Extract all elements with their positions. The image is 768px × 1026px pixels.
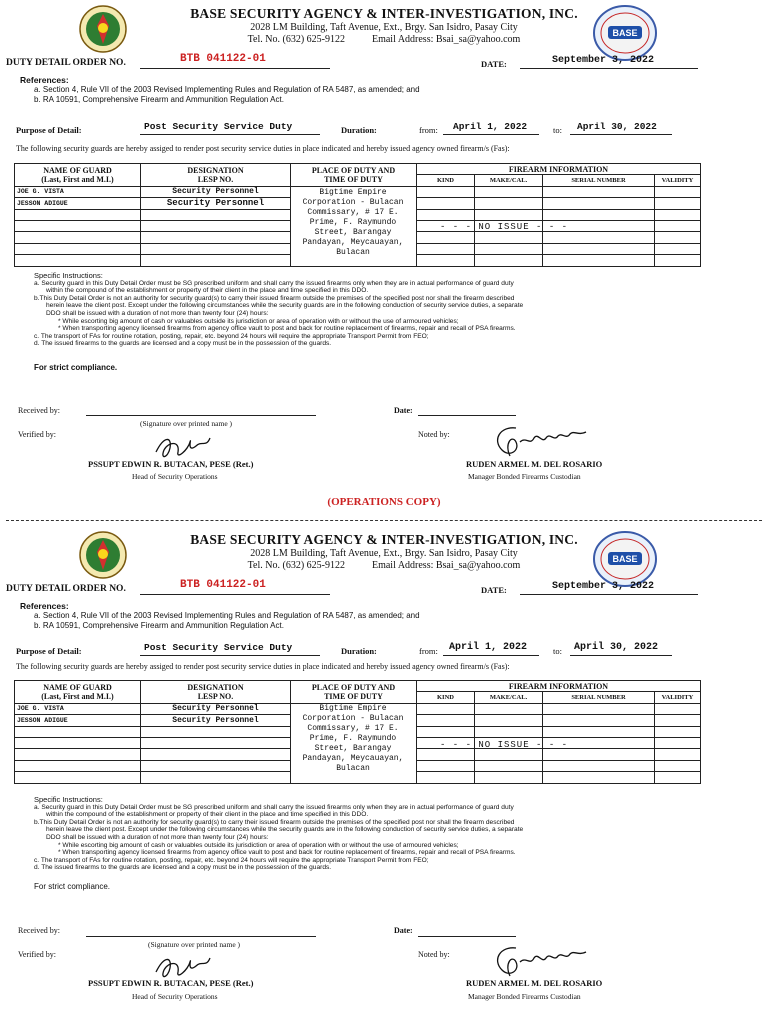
company-contact: [0, 560, 768, 571]
purpose-value: Post Security Service Duty: [144, 121, 293, 132]
to-label: to:: [553, 646, 562, 656]
place-of-duty-text: Bigtime Empire Corporation - Bulacan Commissary, # 17 E. Prime, F. Raymundo Street, Barangay Pandayan, Meycauayan, Bulacan: [302, 188, 404, 257]
col-designation: DESIGNATION LESP NO.: [141, 681, 291, 704]
col-validity: VALIDITY: [655, 692, 701, 703]
guard-name-1: JOE G. VISTA: [15, 186, 141, 197]
from-field: [443, 121, 539, 135]
order-date: September 3, 2022: [552, 55, 655, 66]
designation-2: Security Personnel: [141, 715, 291, 726]
purpose-value: Post Security Service Duty: [144, 642, 293, 653]
company-tel: Tel. No. (632) 625-9122: [247, 34, 345, 45]
cut-line-divider: [6, 520, 762, 521]
company-name: BASE SECURITY AGENCY & INTER-INVESTIGATION, INC.: [190, 532, 578, 547]
purpose-label: Purpose of Detail:: [16, 646, 82, 656]
assignment-intro: The following security guards are hereby assiged to render post security service duties in place indicated and hereby issued agency owned firearm/s (Fas):: [16, 662, 510, 671]
operations-copy-label: (OPERATIONS COPY): [327, 496, 441, 508]
date-label: DATE:: [481, 585, 507, 595]
received-by-line: [86, 405, 316, 416]
no-issue-note: - - - NO ISSUE - - -: [440, 222, 569, 232]
col-firearm-information: FIREARM INFORMATION: [417, 681, 701, 692]
col-designation: DESIGNATION LESP NO.: [141, 164, 291, 187]
col-validity: VALIDITY: [655, 175, 701, 186]
verified-by-label: Verified by:: [18, 430, 56, 439]
col-serial-number: SERIAL NUMBER: [543, 692, 655, 703]
from-field: [443, 642, 539, 656]
col-place-of-duty: PLACE OF DUTY AND TIME OF DUTY: [291, 164, 417, 187]
noter-name: RUDEN ARMEL M. DEL ROSARIO: [466, 978, 603, 988]
guard-name-1: JOE G. VISTA: [15, 703, 141, 714]
verifier-title: Head of Security Operations: [132, 992, 218, 1001]
verifier-title: Head of Security Operations: [132, 472, 218, 481]
col-serial-number: SERIAL NUMBER: [543, 175, 655, 186]
signature-caption: (Signature over printed name ): [148, 940, 241, 949]
svg-text:BASE: BASE: [612, 554, 638, 564]
to-date: April 30, 2022: [577, 121, 657, 132]
date-field: [520, 55, 698, 69]
from-date: April 1, 2022: [453, 121, 528, 132]
order-number: BTB 041122-01: [180, 53, 266, 65]
assignment-intro: The following security guards are hereby assiged to render post security service duties in place indicated and hereby issued agency owned firearm/s (Fas):: [16, 144, 510, 153]
company-address: 2028 LM Building, Taft Avenue, Ext., Brgy. San Isidro, Pasay City: [250, 548, 518, 559]
purpose-field: [140, 642, 320, 656]
verified-by-label: Verified by:: [18, 950, 56, 959]
company-email: Email Address: Bsai_sa@yahoo.com: [371, 560, 521, 571]
order-number: BTB 041122-01: [180, 579, 266, 591]
order-number-label: DUTY DETAIL ORDER NO.: [6, 58, 126, 68]
verifier-name: PSSUPT EDWIN R. BUTACAN, PESE (Ret.): [88, 459, 254, 469]
to-field: [570, 121, 672, 135]
from-label: from:: [419, 646, 438, 656]
reference-b: b. RA 10591, Comprehensive Firearm and Ammunition Regulation Act.: [34, 621, 284, 630]
to-field: [570, 642, 672, 656]
purpose-label: Purpose of Detail:: [16, 125, 82, 135]
noter-signature-icon: [486, 420, 596, 464]
received-by-label: Received by:: [18, 926, 60, 935]
guard-name-2: JESSON ADIGUE: [15, 715, 141, 726]
company-contact: [0, 34, 768, 45]
order-number-field: [140, 52, 330, 69]
duration-label: Duration:: [341, 125, 377, 135]
reference-b: b. RA 10591, Comprehensive Firearm and Ammunition Regulation Act.: [34, 95, 284, 104]
verifier-name: PSSUPT EDWIN R. BUTACAN, PESE (Ret.): [88, 978, 254, 988]
specific-instructions: Specific Instructions: a. Security guard in this Duty Detail Order must be SG prescribed uniform and shall carry the issued firearms only when they are in actual performance of guard duty within the compound of the establishment or property of their client in the place and time specified in this DDO. b.This Duty Detail Order is not an authority for security guard(s) to carry their issued firearm outside the premises of the specified post nor shall the firearm described herein leave the client post. Except under the following circumstances while the security guards are in the following conduction of security service duties, a separate DDO shall be issued with a duration of not more than twenty four (24) hours: * While escorting big amount of cash or valuables outside its jurisdiction or area of operation with or without the use of armoured vehicles; * When transporting agency licensed firearms from agency office vault to post and back for routine replacement of firearms, repair and recall of PSA firearms. c. The transport of FAs for routine rotation, posting, repair, etc. beyond 24 hours will require the appropriate Transport Permit from FEO; d. The issued firearms to the guards are licensed and a copy must be in the possession of the guards.: [34, 795, 524, 872]
designation-1: Security Personnel: [141, 186, 291, 197]
received-date-line: [418, 405, 516, 416]
date-label: DATE:: [481, 59, 507, 69]
references-label: References:: [20, 601, 69, 611]
strict-compliance: For strict compliance.: [34, 363, 118, 372]
no-issue-note: - - - NO ISSUE - - -: [440, 740, 569, 750]
reference-a: a. Section 4, Rule VII of the 2003 Revised Implementing Rules and Regulation of RA 5487, as amended; and: [34, 85, 420, 94]
company-address: 2028 LM Building, Taft Avenue, Ext., Brgy. San Isidro, Pasay City: [250, 22, 518, 33]
from-date: April 1, 2022: [449, 642, 528, 653]
designation-2: Security Personnel: [141, 198, 291, 209]
col-kind: KIND: [417, 175, 475, 186]
noter-title: Manager Bonded Firearms Custodian: [468, 472, 581, 481]
col-place-of-duty: PLACE OF DUTY AND TIME OF DUTY: [291, 681, 417, 704]
noted-by-label: Noted by:: [418, 430, 450, 439]
guard-name-2: JESSON ADIGUE: [15, 198, 141, 209]
to-date: April 30, 2022: [574, 642, 659, 653]
to-label: to:: [553, 125, 562, 135]
order-date: September 3, 2022: [552, 581, 655, 592]
col-make-cal: MAKE/CAL.: [475, 175, 543, 186]
strict-compliance: For strict compliance.: [34, 882, 111, 891]
company-email: Email Address: Bsai_sa@yahoo.com: [371, 34, 521, 45]
col-name-of-guard: NAME OF GUARD (Last, First and M.I.): [15, 681, 141, 704]
col-firearm-information: FIREARM INFORMATION: [417, 164, 701, 175]
references-label: References:: [20, 75, 69, 85]
signature-caption: (Signature over printed name ): [140, 419, 233, 428]
duty-order-copy-2: [0, 526, 768, 1026]
received-date-line: [418, 926, 516, 937]
col-make-cal: MAKE/CAL.: [475, 692, 543, 703]
duty-order-copy-1: [0, 0, 768, 500]
company-tel: Tel. No. (632) 625-9122: [247, 560, 345, 571]
specific-instructions: Specific Instructions: a. Security guard in this Duty Detail Order must be SG prescribed uniform and shall carry the issued firearms only when they are in actual performance of guard duty within the compound of the establishment or property of their client in the place and time specified in this DDO. b.This Duty Detail Order is not an authority for security guard(s) to carry their issued firearm outside the premises of the specified post nor shall the firearm described herein leave the client post. Except under the following circumstances while the security guards are in the following conduction of security service duties, a separate DDO shall be issued with a duration of not more than twenty four (24) hours: * While escorting big amount of cash or valuables outside its jurisdiction or area of operation with or without the use of armoured vehicles; * When transporting agency licensed firearms from agency office vault to post and back for routine replacement of firearms, repair and recall of PSA firearms. c. The transport of FAs for routine rotation, posting, repair, etc. beyond 24 hours will require the appropriate Transport Permit from FEO; d. The issued firearms to the guards are licensed and a copy must be in the possession of the guards.: [34, 271, 524, 348]
noter-name: RUDEN ARMEL M. DEL ROSARIO: [466, 459, 603, 469]
col-kind: KIND: [417, 692, 475, 703]
date-field: [520, 581, 698, 595]
duration-label: Duration:: [341, 646, 377, 656]
received-date-label: Date:: [394, 406, 413, 415]
received-date-label: Date:: [394, 926, 413, 935]
designation-1: Security Personnel: [141, 703, 291, 714]
place-of-duty-text: Bigtime Empire Corporation - Bulacan Commissary, # 17 E. Prime, F. Raymundo Street, Barangay Pandayan, Meycauayan, Bulacan: [302, 704, 404, 773]
reference-a: a. Section 4, Rule VII of the 2003 Revised Implementing Rules and Regulation of RA 5487, as amended; and: [34, 611, 420, 620]
noted-by-label: Noted by:: [418, 950, 450, 959]
noter-title: Manager Bonded Firearms Custodian: [468, 992, 581, 1001]
col-name-of-guard: NAME OF GUARD (Last, First and M.I.): [15, 164, 141, 187]
company-name: BASE SECURITY AGENCY & INTER-INVESTIGATION, INC.: [190, 6, 578, 21]
received-by-label: Received by:: [18, 406, 60, 415]
svg-text:BASE: BASE: [612, 28, 638, 38]
order-number-field: [140, 578, 330, 595]
order-number-label: DUTY DETAIL ORDER NO.: [6, 584, 126, 594]
purpose-field: [140, 121, 320, 135]
received-by-line: [86, 926, 316, 937]
from-label: from:: [419, 125, 438, 135]
